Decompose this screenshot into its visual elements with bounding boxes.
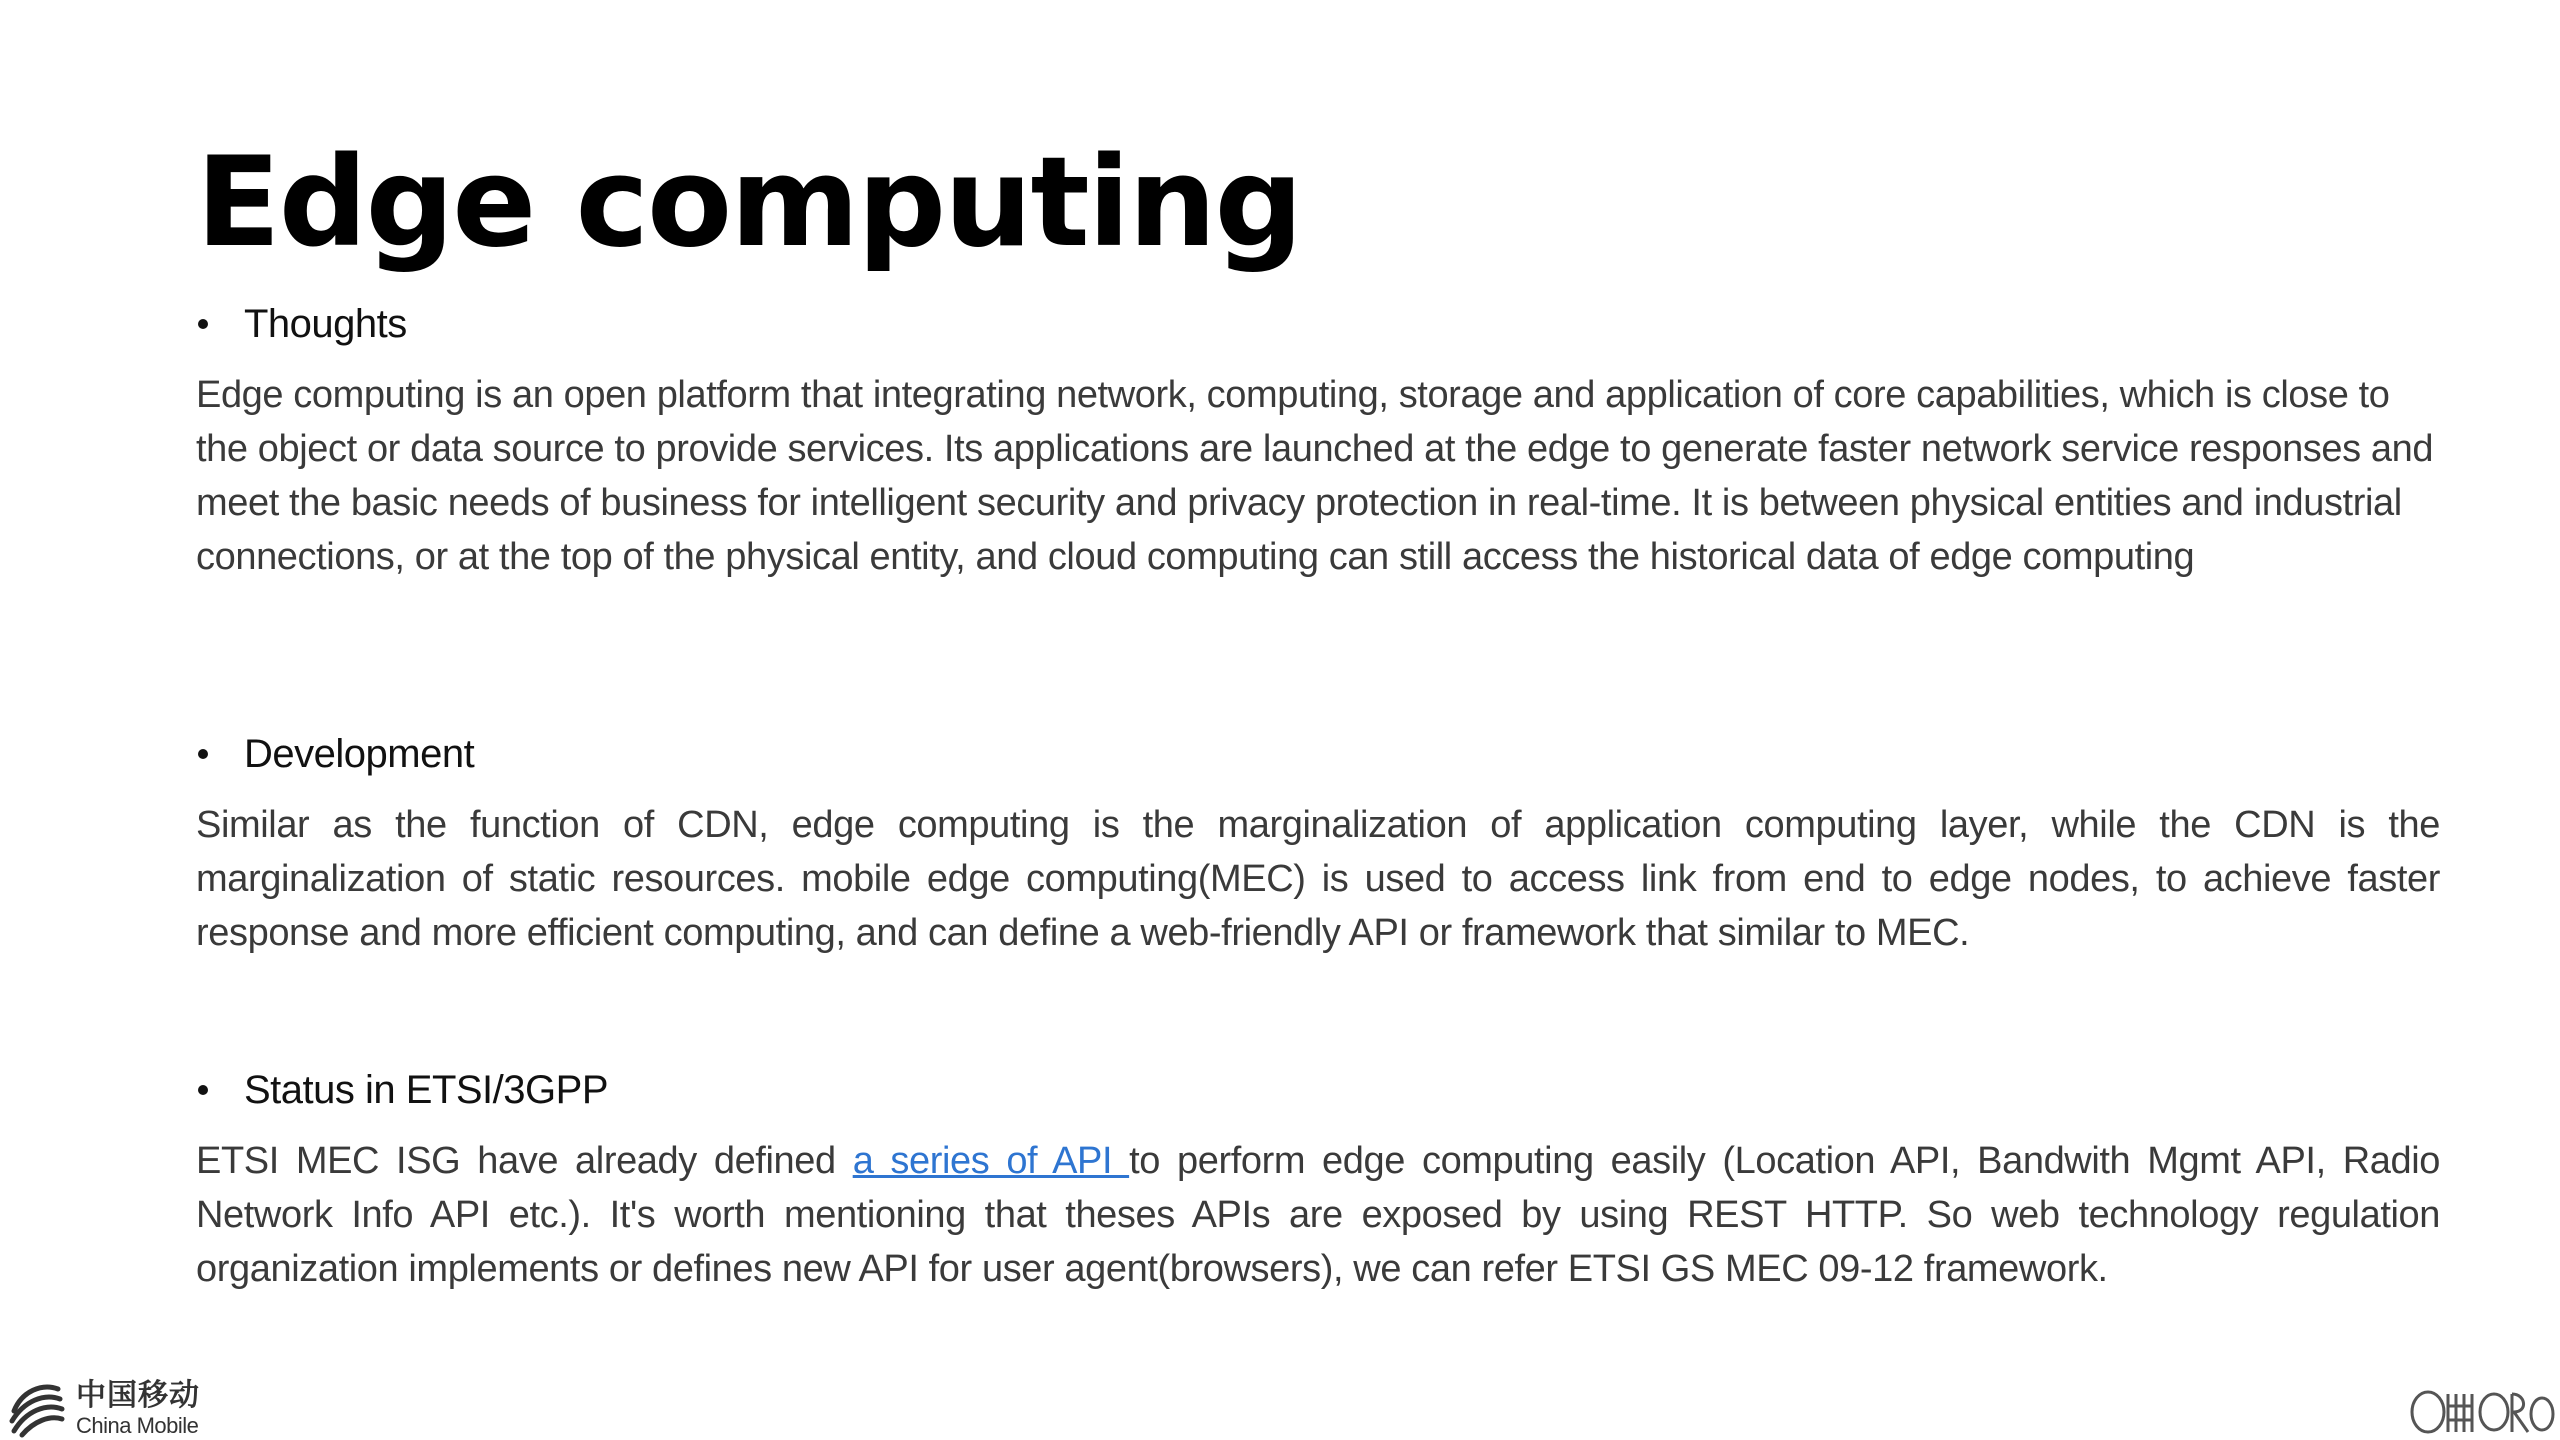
- section-thoughts: [196, 294, 2440, 584]
- api-series-link[interactable]: a series of API: [852, 1140, 1130, 1182]
- section-development: [196, 724, 2440, 960]
- slide-title: Edge computing: [196, 131, 1302, 275]
- section-body-development: Similar as the function of CDN, edge computing is the marginalization of application computing layer, while the CDN is the marginalization of static resources. mobile edge computing(MEC) is used to access link from end to edge nodes, to achieve faster response and more efficient computing, and can define a web-friendly API or framework that similar to MEC.: [196, 804, 2440, 954]
- conference-logo-icon: [2408, 1386, 2556, 1440]
- body-text: ETSI MEC ISG have already defined: [196, 1140, 853, 1182]
- body-text: to perform edge computing easily (Location API, Bandwith Mgmt API, Radio Network Info API etc.). It's worth mentioning that theses APIs are exposed by using REST HTTP. So web technology regulation organization implements or defines new API for user agent(browsers), we can refer ETSI GS MEC 09-12 framework.: [196, 1140, 2440, 1290]
- section-body-status: [196, 1134, 2440, 1296]
- china-mobile-logo-icon: [4, 1375, 68, 1440]
- section-body-thoughts: Edge computing is an open platform that integrating network, computing, storage and application of core capabilities, which is close to the object or data source to provide services. Its applications are launched at the edge to generate faster network service responses and meet the basic needs of business for intelligent security and privacy protection in real-time. It is between physical entities and industrial connections, or at the top of the physical entity, and cloud computing can still access the historical data of edge computing: [196, 374, 2434, 578]
- section-heading-label: Status in ETSI/3GPP: [244, 1067, 608, 1112]
- section-heading-label: Development: [244, 731, 475, 776]
- bullet-icon: [198, 319, 208, 329]
- bullet-icon: [198, 749, 208, 759]
- section-status: [196, 1060, 2440, 1296]
- logo-chinese-text: 中国移动: [76, 1378, 200, 1413]
- section-heading-status: [196, 1060, 2440, 1120]
- china-mobile-logo: [4, 1376, 200, 1440]
- section-heading-label: Thoughts: [244, 301, 407, 346]
- bullet-icon: [198, 1085, 208, 1095]
- section-heading-thoughts: [196, 294, 2440, 354]
- logo-english-text: China Mobile: [76, 1413, 199, 1438]
- section-heading-development: [196, 724, 2440, 784]
